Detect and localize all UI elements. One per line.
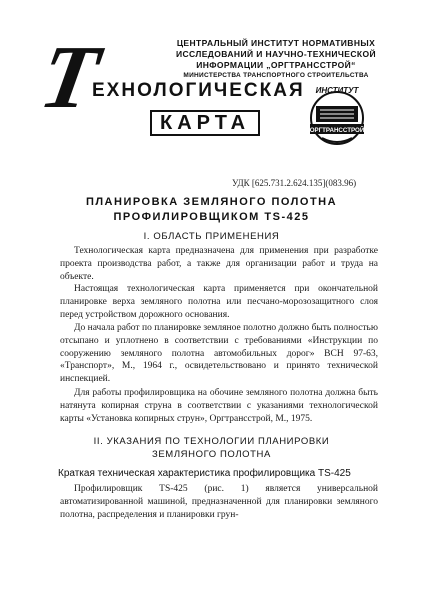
document-title-line2: ПРОФИЛИРОВЩИКОМ TS-425 bbox=[113, 211, 310, 223]
logo-letter: Т bbox=[33, 28, 106, 127]
paragraph: Для работы профилировщика на обочине земляного полотна должна быть натянута копирная струна в соответствии с указаниями технологической карты «Установка копирных струн», Оргтрансстрой, М., 1975. bbox=[60, 388, 378, 424]
ministry-line: МИНИСТЕРСТВА ТРАНСПОРТНОГО СТРОИТЕЛЬСТВА bbox=[183, 72, 369, 79]
logo-word-technological: ЕХНОЛОГИЧЕСКАЯ bbox=[92, 80, 305, 101]
institute-line: ИНФОРМАЦИИ „ОРГТРАНССТРОЙ“ bbox=[196, 60, 356, 70]
udk-code: УДК [625.731.2.624.135](083.96) bbox=[232, 178, 357, 188]
section2-heading-line1: II. УКАЗАНИЯ ПО ТЕХНОЛОГИИ ПЛАНИРОВКИ bbox=[93, 436, 330, 447]
institute-line: ЦЕНТРАЛЬНЫЙ ИНСТИТУТ НОРМАТИВНЫХ bbox=[176, 38, 376, 48]
document-title-line1: ПЛАНИРОВКА ЗЕМЛЯНОГО ПОЛОТНА bbox=[85, 196, 338, 208]
emblem-bottom-text: ОРГТРАНССТРОЙ bbox=[309, 127, 365, 134]
institute-block bbox=[160, 38, 392, 81]
section1-heading: I. ОБЛАСТЬ ПРИМЕНЕНИЯ bbox=[143, 231, 280, 242]
institute-line: ИССЛЕДОВАНИЙ И НАУЧНО-ТЕХНИЧЕСКОЙ bbox=[176, 49, 376, 59]
section2-heading-line2: ЗЕМЛЯНОГО ПОЛОТНА bbox=[152, 449, 271, 460]
paragraph: Профилировщик TS-425 (рис. 1) является универсальной автоматизированной машиной, предназначенной для планировки земляного полотна, распределения и планировки грун- bbox=[60, 484, 378, 520]
institute-emblem-icon bbox=[302, 80, 372, 150]
logo-word-card: КАРТА bbox=[150, 110, 260, 136]
paragraph: Настоящая технологическая карта применяется при окончательной планировке верха земляного полотна или песчано-морозозащитного слоя перед устройством дорожного основания. bbox=[60, 284, 378, 320]
paragraph: Технологическая карта предназначена для применения при разработке проекта производства работ, а также для организации работ и труда на объекте. bbox=[60, 246, 378, 282]
emblem-top-text: ИНСТИТУТ bbox=[315, 86, 359, 95]
subsection-heading: Краткая техническая характеристика профилировщика TS-425 bbox=[58, 468, 351, 479]
paragraph: До начала работ по планировке земляное полотно должно быть полностью отсыпано и уплотнено в соответствии с требованиями «Инструкции по сооружению земляного полотна автомобильных дорог» ВСН 97-63, «Транспорт», М., 1964 г., освидетельствовано и принято технической инспекцией. bbox=[60, 323, 378, 385]
